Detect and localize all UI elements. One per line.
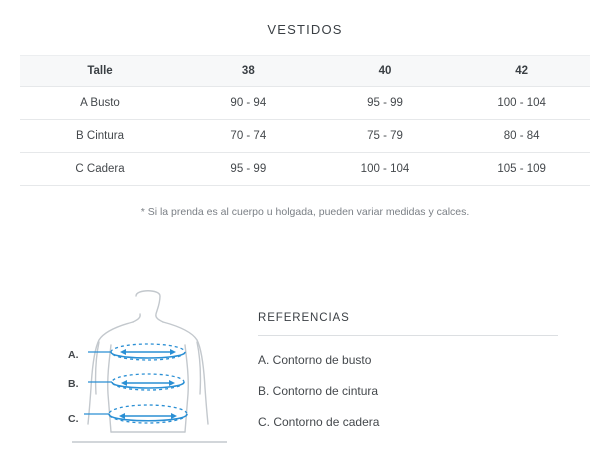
page-title: VESTIDOS [267,22,343,37]
table-body [20,87,590,186]
torso-illustration [62,290,237,450]
cell-cadera-42: 105 - 109 [453,153,590,186]
reference-item-b: B. Contorno de cintura [258,384,379,398]
row-label-cintura: B Cintura [20,120,180,153]
references-title: REFERENCIAS [258,312,558,336]
row-label-cadera: C Cadera [20,153,180,186]
column-header-42: 42 [453,56,590,87]
references-panel [258,312,558,429]
cell-busto-42: 100 - 104 [453,87,590,120]
table-row [20,87,590,120]
table-header-row [20,56,590,87]
cell-cadera-38: 95 - 99 [180,153,317,186]
table-row [20,153,590,186]
reference-item-a: A. Contorno de busto [258,353,372,367]
figure-label-b: B. [68,378,79,390]
reference-item-c: C. Contorno de cadera [258,415,380,429]
figure-label-c: C. [68,413,79,425]
column-header-38: 38 [180,56,317,87]
body-diagram [62,290,237,450]
column-header-talle: Talle [20,56,180,87]
lower-section [0,290,610,465]
column-header-40: 40 [317,56,454,87]
cell-busto-40: 95 - 99 [317,87,454,120]
size-table [20,55,590,186]
table-row [20,120,590,153]
cell-cadera-40: 100 - 104 [317,153,454,186]
cell-busto-38: 90 - 94 [180,87,317,120]
row-label-busto: A Busto [20,87,180,120]
cell-cintura-38: 70 - 74 [180,120,317,153]
table-header [20,56,590,87]
figure-label-a: A. [68,349,79,361]
measurement-note: * Si la prenda es al cuerpo u holgada, pueden variar medidas y calces. [140,206,470,218]
cell-cintura-40: 75 - 79 [317,120,454,153]
cell-cintura-42: 80 - 84 [453,120,590,153]
